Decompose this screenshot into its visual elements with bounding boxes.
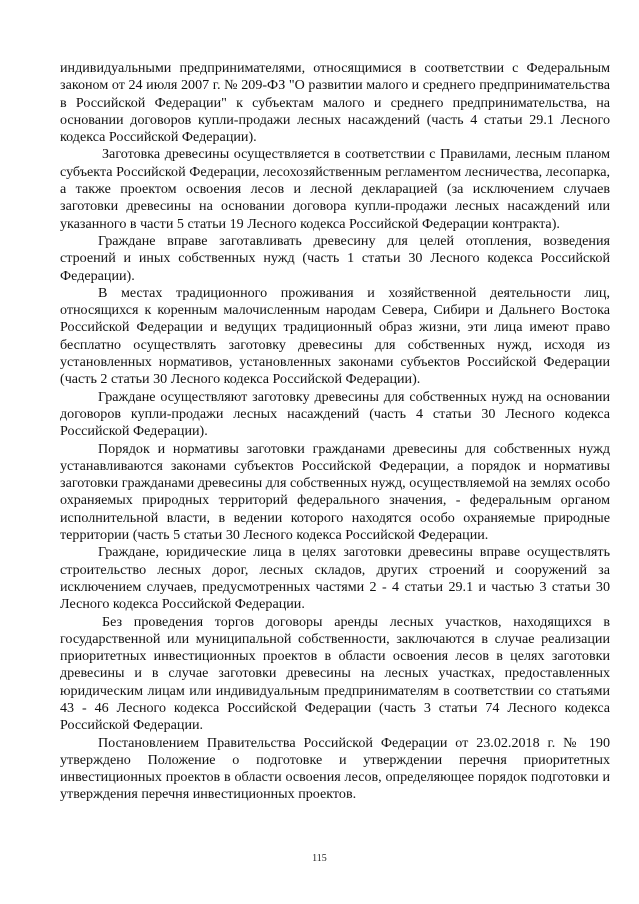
paragraph-procedure-norms: Порядок и нормативы заготовки гражданами древесины для собственных нужд устанавливаются законами субъектов Российской Федерации, а порядок и нормативы заготовки гражданами древесины для собственных нужд, осуществляемой на землях особо охраняемых природных территорий федерального значения, - федеральным органом исполнительной власти, в ведении которого находятся особо охраняемые природные территории (часть 5 статьи 30 Лесного кодекса Российской Федерации. [60, 440, 610, 544]
paragraph-lease-without-tender: Без проведения торгов договоры аренды лесных участков, находящихся в государственной или муниципальной собственности, заключаются в случае реализации приоритетных инвестиционных проектов в области освоения лесов в целях заготовки древесины и в случае заготовки древесины на лесных участках, предоставленных юридическим лицам или индивидуальным предпринимателям в соответствии со статьями 43 - 46 Лесного кодекса Российской Федерации (часть 3 статьи 74 Лесного кодекса Российской Федерации. [60, 613, 610, 734]
paragraph-government-resolution: Постановлением Правительства Российской Федерации от 23.02.2018 г. № 190 утверждено Положение о подготовке и утверждении перечня приоритетных инвестиционных проектов в области освоения лесов, определяющее порядок подготовки и утверждения перечня инвестиционных проектов. [60, 734, 610, 803]
page-number: 115 [312, 853, 327, 864]
paragraph-citizens-right: Граждане вправе заготавливать древесину для целей отопления, возведения строений и иных собственных нужд (часть 1 статьи 30 Лесного кодекса Российской Федерации). [60, 232, 610, 284]
document-page [60, 60, 610, 804]
paragraph-timber-harvesting-rules: Заготовка древесины осуществляется в соответствии с Правилами, лесным планом субъекта Российской Федерации, лесохозяйственным регламентом лесничества, лесопарка, а также проектом освоения лесов и лесной декларацией (за исключением случаев заготовки древесины на основании договора купли-продажи лесных насаждений или указанного в части 5 статьи 19 Лесного кодекса Российской Федерации контракта). [60, 146, 610, 232]
paragraph-indigenous-peoples: В местах традиционного проживания и хозяйственной деятельности лиц, относящихся к коренным малочисленным народам Севера, Сибири и Дальнего Востока Российской Федерации и ведущих традиционный образ жизни, эти лица имеют право бесплатно осуществлять заготовку древесины для собственных нужд, исходя из установленных нормативов, установленных законами субъектов Российской Федерации (часть 2 статьи 30 Лесного кодекса Российской Федерации). [60, 284, 610, 388]
paragraph-sale-contracts: Граждане осуществляют заготовку древесины для собственных нужд на основании договоров купли-продажи лесных насаждений (часть 4 статьи 30 Лесного кодекса Российской Федерации). [60, 388, 610, 440]
paragraph-continuation: индивидуальными предпринимателями, относящимися в соответствии с Федеральным законом от 24 июля 2007 г. № 209-ФЗ "О развитии малого и среднего предпринимательства в Российской Федерации" к субъектам малого и среднего предпринимательства, на основании договоров купли-продажи лесных насаждений (часть 4 статьи 29.1 Лесного кодекса Российской Федерации). [60, 60, 610, 146]
paragraph-construction: Граждане, юридические лица в целях заготовки древесины вправе осуществлять строительство лесных дорог, лесных складов, других строений и сооружений за исключением случаев, предусмотренных частями 2 - 4 статьи 29.1 и частью 3 статьи 30 Лесного кодекса Российской Федерации. [60, 544, 610, 613]
